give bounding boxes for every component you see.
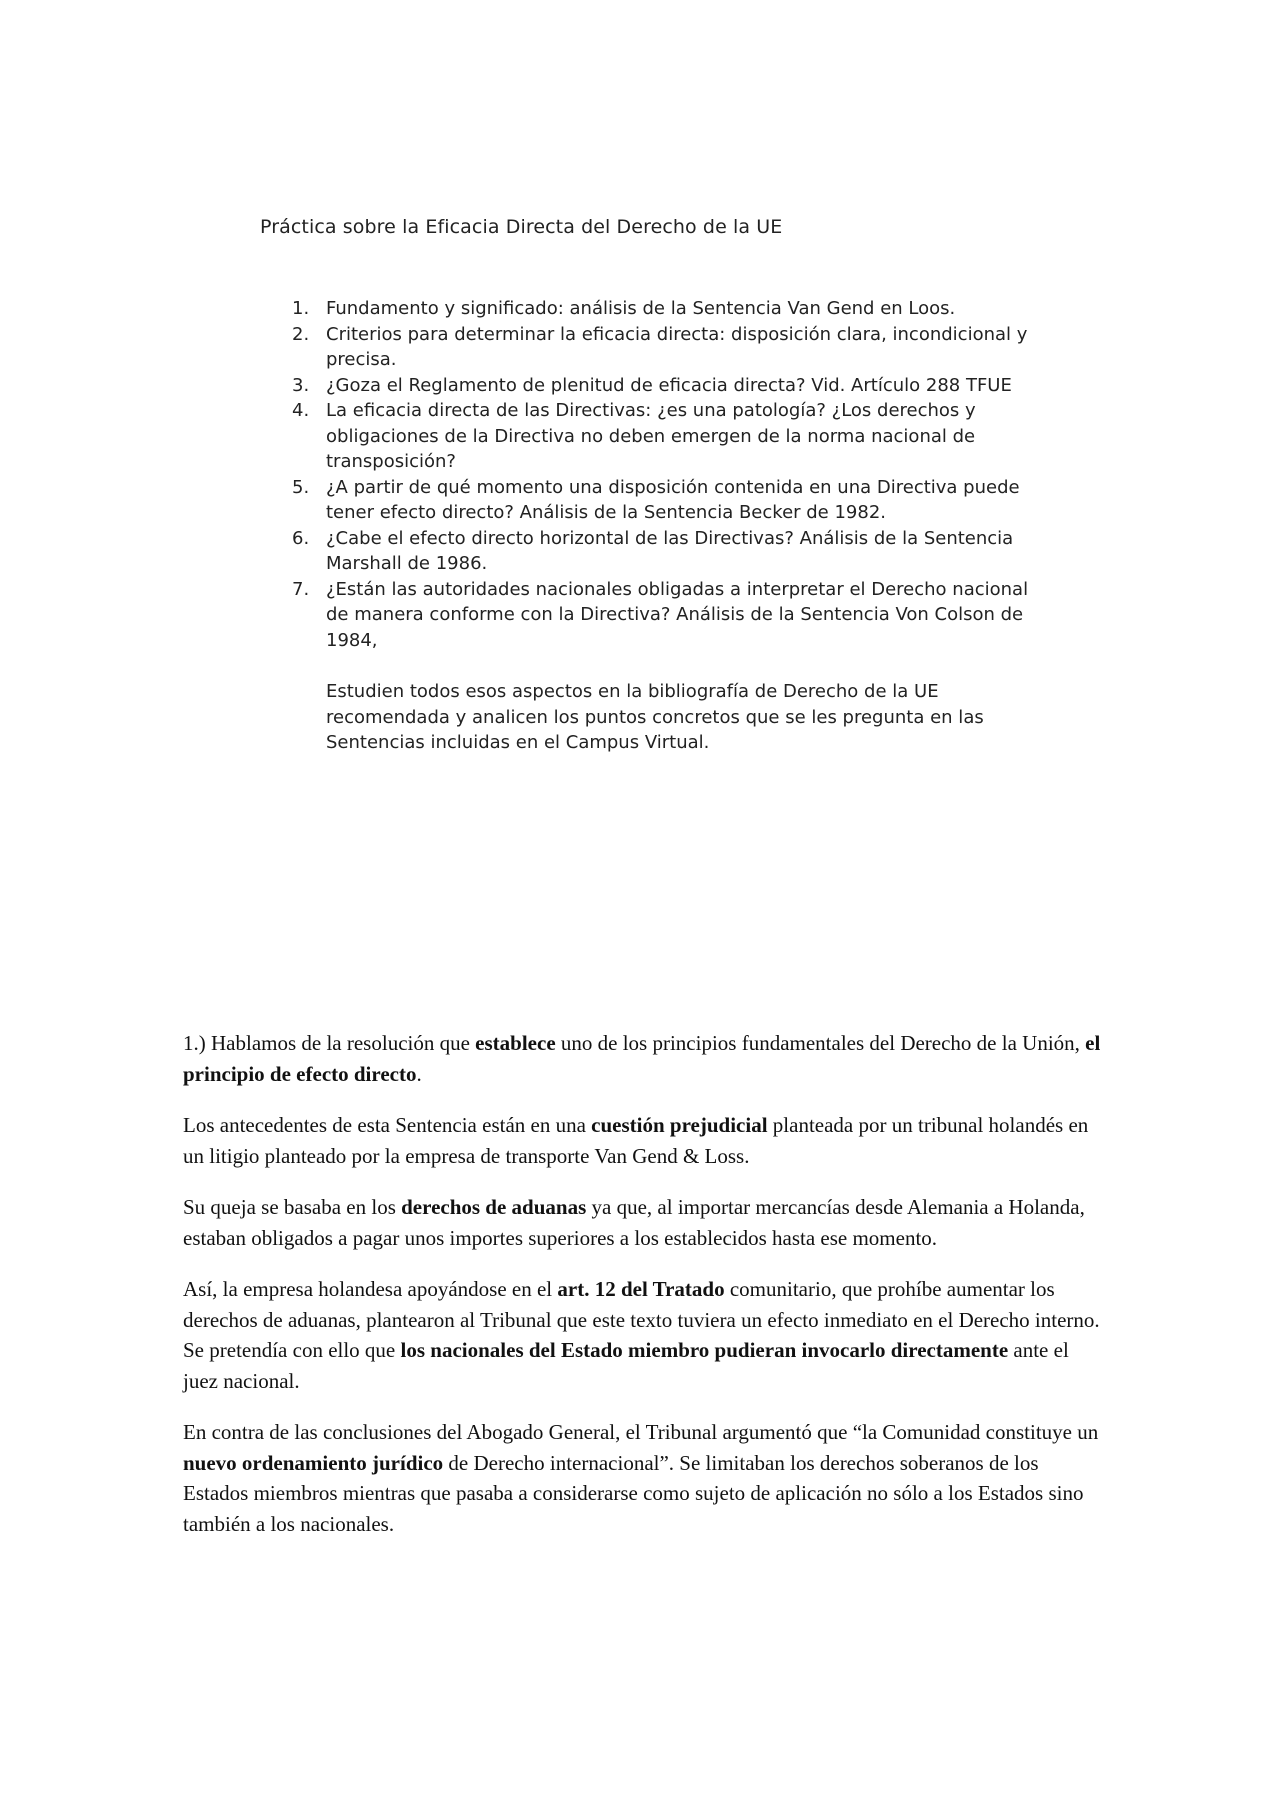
- text-run: uno de los principios fundamentales del Derecho de la Unión,: [555, 1031, 1086, 1055]
- text-run: En contra de las conclusiones del Abogado General, el Tribunal argumentó que “la Comunidad constituye un: [183, 1420, 1099, 1444]
- text-run: ante el juez nacional.: [183, 1338, 1069, 1393]
- question-item: [292, 526, 1052, 577]
- text-run: comunitario, que prohíbe aumentar los derechos de aduanas, plantearon al Tribunal que este texto tuviera un efecto inmediato en el Derecho interno. Se pretendía con ello que: [183, 1277, 1100, 1362]
- question-item: [292, 373, 1052, 399]
- text-run: 1.) Hablamos de la resolución que: [183, 1031, 476, 1055]
- text-run: Su queja se basaba en los: [183, 1195, 402, 1219]
- bold-run: los nacionales del Estado miembro pudieran invocarlo directamente: [400, 1338, 1009, 1362]
- paragraph-5: [183, 1417, 1103, 1539]
- study-instructions: Estudien todos esos aspectos en la bibliografía de Derecho de la UE recomendada y analicen los puntos concretos que se les pregunta en las Sentencias incluidas en el Campus Virtual.: [326, 681, 984, 753]
- question-number: 3.: [292, 374, 310, 396]
- question-number: 7.: [292, 578, 310, 600]
- bold-run: el principio de efecto directo: [183, 1031, 1101, 1086]
- question-number: 5.: [292, 476, 310, 498]
- bold-run: cuestión prejudicial: [591, 1113, 768, 1137]
- text-run: de Derecho internacional”. Se limitaban los derechos soberanos de los Estados miembros mientras que pasaba a considerarse como sujeto de aplicación no sólo a los Estados sino también a los nacionales.: [183, 1450, 1084, 1536]
- bold-run: nuevo ordenamiento jurídico: [183, 1450, 444, 1475]
- assignment-title: Práctica sobre la Eficacia Directa del Derecho de la UE: [260, 216, 783, 238]
- question-text: La eficacia directa de las Directivas: ¿es una patología? ¿Los derechos y obligaciones de la Directiva no deben emergen de la norma nacional de transposición?: [326, 400, 976, 472]
- question-text: ¿Goza el Reglamento de plenitud de eficacia directa? Vid. Artículo 288 TFUE: [326, 374, 1012, 396]
- paragraph-1: [183, 1028, 1103, 1089]
- bold-run: derechos de aduanas: [401, 1195, 587, 1219]
- question-item: [292, 475, 1052, 526]
- question-number: 1.: [292, 298, 310, 319]
- text-run: Los antecedentes de esta Sentencia están en una: [183, 1113, 592, 1137]
- question-item: [292, 296, 1052, 322]
- question-item: [292, 322, 1052, 373]
- question-item: [292, 398, 1052, 475]
- text-run: ya que, al importar mercancías desde Alemania a Holanda, estaban obligados a pagar unos importes superiores a los establecidos hasta ese momento.: [183, 1195, 1085, 1250]
- question-text: Fundamento y significado: análisis de la Sentencia Van Gend en Loos.: [326, 298, 956, 319]
- question-text: ¿Están las autoridades nacionales obligadas a interpretar el Derecho nacional de manera conforme con la Directiva? Análisis de la Sentencia Von Colson de 1984,: [326, 578, 1029, 651]
- text-run: planteada por un tribunal holandés en un litigio planteado por la empresa de transporte Van Gend & Loss.: [183, 1113, 1089, 1168]
- answer-body: [183, 1028, 1103, 1560]
- paragraph-2: [183, 1110, 1103, 1171]
- text-run: .: [416, 1061, 422, 1086]
- question-text: ¿Cabe el efecto directo horizontal de las Directivas? Análisis de la Sentencia Marshall de 1986.: [326, 527, 1014, 574]
- bold-run: establece: [475, 1031, 556, 1055]
- question-list: [292, 296, 1052, 653]
- paragraph-3: [183, 1192, 1103, 1253]
- question-number: 4.: [292, 400, 310, 421]
- question-item: [292, 577, 1052, 654]
- question-text: ¿A partir de qué momento una disposición contenida en una Directiva puede tener efecto directo? Análisis de la Sentencia Becker de 1982.: [326, 476, 1020, 523]
- paragraph-4: [183, 1274, 1103, 1396]
- embedded-assignment-image: [260, 210, 1120, 756]
- question-number: 2.: [292, 323, 310, 345]
- question-text: Criterios para determinar la eficacia directa: disposición clara, incondicional y precisa.: [326, 323, 1028, 370]
- text-run: Así, la empresa holandesa apoyándose en el: [183, 1277, 558, 1301]
- question-number: 6.: [292, 527, 310, 549]
- bold-run: art. 12 del Tratado: [557, 1277, 725, 1301]
